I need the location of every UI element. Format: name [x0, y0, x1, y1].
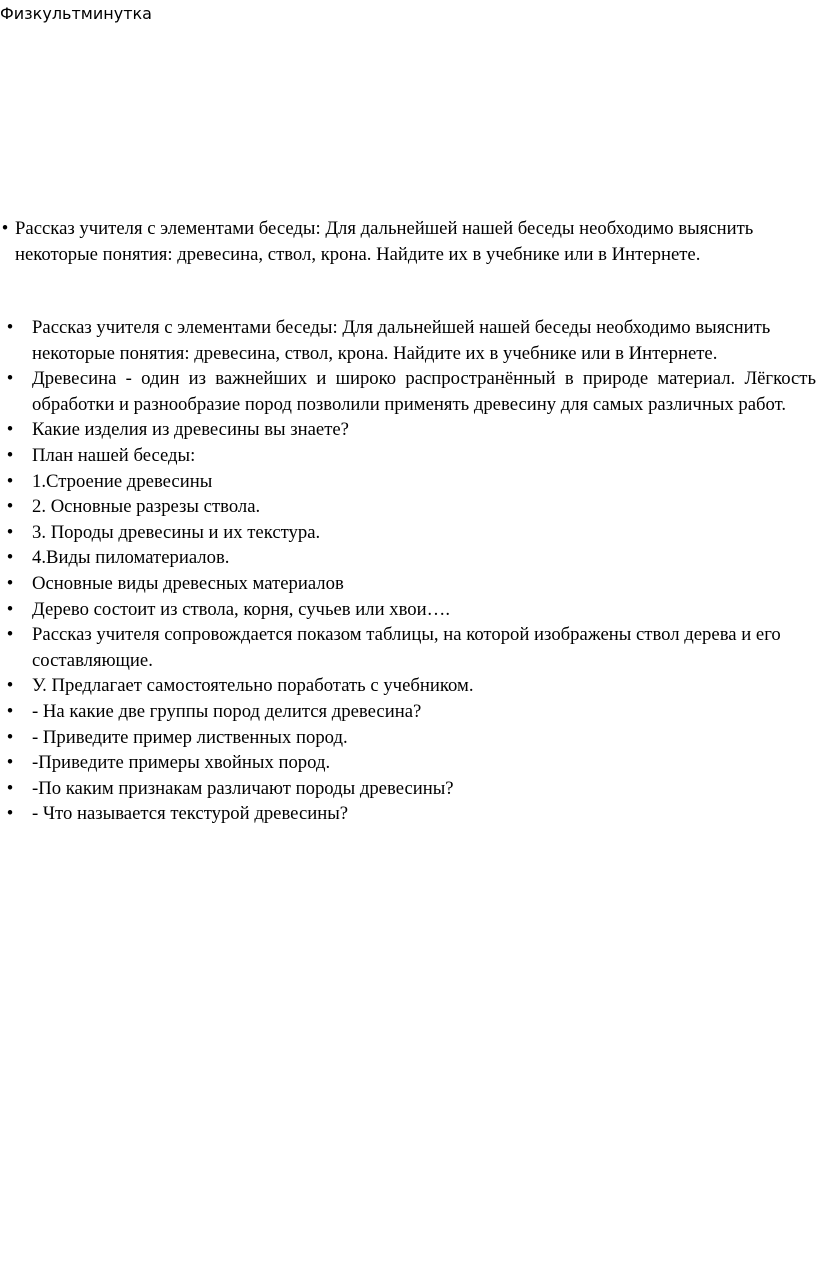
list-item-text: 1.Строение древесины	[32, 470, 213, 492]
list-item	[0, 417, 816, 443]
list-item-text: Рассказ учителя сопровождается показом таблицы, на которой изображены ствол дерева и его составляющие.	[32, 624, 781, 671]
list-item-text: План нашей беседы:	[32, 444, 196, 466]
list-item	[0, 216, 816, 267]
list-item-text: - На какие две группы пород делится древесина?	[32, 700, 422, 722]
bullet-icon: •	[6, 470, 14, 492]
list-item	[0, 545, 816, 571]
list-item	[0, 699, 816, 725]
bullet-icon: •	[6, 547, 14, 569]
list-item	[0, 750, 816, 776]
list-item-text: -По каким признакам различают породы древесины?	[32, 777, 454, 799]
list-item-text: - Что называется текстурой древесины?	[32, 803, 349, 825]
bullet-icon: •	[6, 624, 14, 646]
bullet-icon: •	[6, 572, 14, 594]
list-item-text: 2. Основные разрезы ствола.	[32, 496, 261, 518]
list-item	[0, 622, 816, 673]
list-item-text: - Приведите пример лиственных пород.	[32, 726, 348, 748]
bullet-icon: •	[6, 317, 14, 338]
list-item-text: Дерево состоит из ствола, корня, сучьев или хвои….	[32, 598, 450, 620]
bullet-icon: •	[6, 496, 14, 518]
bullet-icon: •	[6, 419, 14, 441]
list-item	[0, 520, 816, 546]
bullet-icon: •	[1, 218, 9, 239]
bullet-icon: •	[6, 598, 14, 620]
list-item-text: Какие изделия из древесины вы знаете?	[32, 419, 349, 441]
bullet-icon: •	[6, 700, 14, 722]
list-item	[0, 469, 816, 495]
bullet-icon: •	[6, 803, 14, 825]
list-item	[0, 315, 816, 366]
bullet-icon: •	[6, 726, 14, 748]
list-item	[0, 597, 816, 623]
bullet-icon: •	[6, 777, 14, 799]
bullet-icon: •	[6, 368, 14, 390]
list-item	[0, 366, 816, 417]
list-item	[0, 725, 816, 751]
page-heading: Физкультминутка	[0, 4, 152, 23]
list-item	[0, 571, 816, 597]
bullet-icon: •	[6, 444, 14, 466]
list-item-text: У. Предлагает самостоятельно поработать с учебником.	[32, 675, 474, 697]
list-item	[0, 801, 816, 827]
list-item	[0, 776, 816, 802]
bullet-icon: •	[6, 675, 14, 697]
list-item-text: Древесина - один из важнейших и широко распространённый в природе материал. Лёгкость обработки и разнообразие пород позволили применять древесину для самых различных работ.	[32, 368, 816, 415]
list-item-text: -Приведите примеры хвойных пород.	[32, 752, 331, 774]
list-item-text: Основные виды древесных материалов	[32, 572, 344, 594]
lesson-bullet-list	[0, 315, 816, 827]
list-item-text: 3. Породы древесины и их текстура.	[32, 521, 321, 543]
list-item-text: Рассказ учителя с элементами беседы: Для дальнейшей нашей беседы необходимо выяснить некоторые понятия: древесина, ствол, крона. Найдите их в учебнике или в Интернете.	[32, 317, 771, 364]
list-item	[0, 494, 816, 520]
list-item-text: Рассказ учителя с элементами беседы: Для дальнейшей нашей беседы необходимо выяснить некоторые понятия: древесина, ствол, крона. Найдите их в учебнике или в Интернете.	[15, 218, 754, 265]
list-item-text: 4.Виды пиломатериалов.	[32, 547, 230, 569]
bullet-icon: •	[6, 752, 14, 774]
intro-bullet-list	[0, 216, 816, 267]
list-item	[0, 673, 816, 699]
list-item	[0, 443, 816, 469]
bullet-icon: •	[6, 521, 14, 543]
